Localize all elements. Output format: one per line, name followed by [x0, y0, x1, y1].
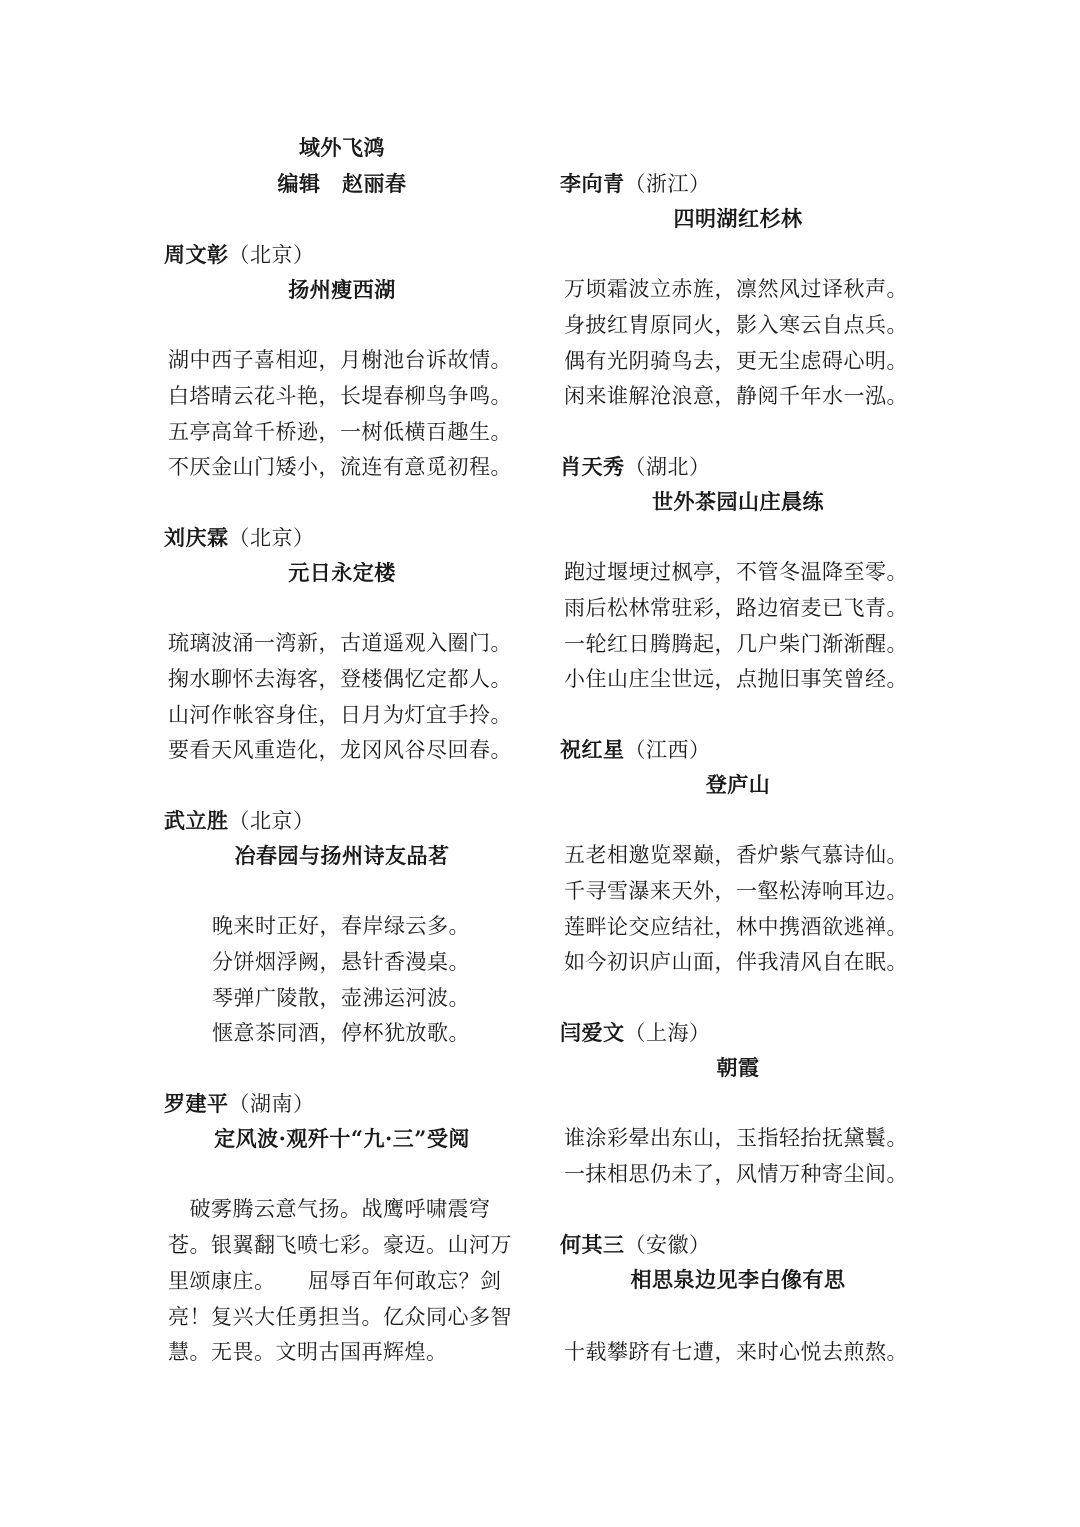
poem-line: 惬意茶同酒，停杯犹放歌。: [212, 1021, 470, 1045]
poem-line: 万顷霜波立赤旌，凛然风过译秋声。: [564, 277, 908, 301]
poem-line: 晚来时正好，春岸绿云多。: [212, 914, 470, 938]
poem-line: 十载攀跻有七遭，来时心悦去煎熬。: [564, 1340, 908, 1364]
poem-author: 李向青: [560, 171, 625, 196]
poem-region: （安徽）: [624, 1233, 711, 1257]
poem-title: 冶春园与扬州诗友品茗: [234, 843, 450, 868]
poem-region: （北京）: [228, 526, 315, 550]
poem-author-line: [560, 1018, 711, 1048]
poem-author-line: [164, 806, 315, 836]
poem-author-line: [560, 1230, 711, 1260]
poem-line: 琉璃波涌一湾新，古道遥观入圈门。: [168, 631, 512, 655]
poem-line: 湖中西子喜相迎，月榭池台诉故情。: [168, 348, 512, 372]
poem-title: 定风波·观歼十“九·三”受阅: [214, 1126, 470, 1151]
poem-line: 琴弹广陵散，壶沸运河波。: [212, 986, 470, 1010]
poem-line: 一抹相思仍未了，风情万种寄尘间。: [564, 1162, 908, 1186]
poem-line: 谁涂彩晕出东山，玉指轻抬抚黛鬟。: [564, 1126, 908, 1150]
poem-line: 要看天风重造化，龙冈风谷尽回春。: [168, 738, 512, 762]
poem-line: 里颂康庄。 屈辱百年何敢忘？剑: [168, 1269, 502, 1293]
editor-line: 编辑 赵丽春: [277, 171, 407, 196]
poem-line: 跑过堰埂过枫亭，不管冬温降至零。: [564, 560, 908, 584]
poem-line: 苍。银翼翻飞喷七彩。豪迈。山河万: [168, 1233, 512, 1257]
poem-line: 如今初识庐山面，伴我清风自在眠。: [564, 950, 908, 974]
poem-line: 分饼烟浮阙，悬针香漫桌。: [212, 950, 470, 974]
poem-line: 白塔晴云花斗艳，长堤春柳鸟争鸣。: [168, 384, 512, 408]
poem-title: 世外茶园山庄晨练: [652, 489, 824, 514]
poem-region: （浙江）: [624, 172, 711, 196]
poem-line: 山河作帐容身住，日月为灯宜手拎。: [168, 703, 512, 727]
section-title: 域外飞鸿: [299, 135, 385, 160]
poem-line: 雨后松林常驻彩，路边宿麦已飞青。: [564, 596, 908, 620]
poem-region: （上海）: [624, 1021, 711, 1045]
poem-author: 罗建平: [164, 1091, 229, 1116]
poem-line: 掬水聊怀去海客，登楼偶忆定都人。: [168, 667, 512, 691]
poem-author-line: [164, 523, 315, 553]
poem-region: （北京）: [228, 243, 315, 267]
poem-line: 五亭高耸千桥逊，一树低横百趣生。: [168, 420, 512, 444]
poem-line: 一轮红日腾腾起，几户柴门渐渐醒。: [564, 632, 908, 656]
poem-line: 偶有光阴骑鸟去，更无尘虑碍心明。: [564, 349, 908, 373]
poem-author: 武立胜: [164, 808, 229, 833]
poem-author-line: [560, 169, 711, 199]
poem-line: 莲畔论交应结社，林中携酒欲逃禅。: [564, 915, 908, 939]
poem-title: 元日永定楼: [288, 560, 396, 585]
poem-region: （湖北）: [624, 455, 711, 479]
poem-title: 朝霞: [716, 1055, 760, 1080]
poem-author: 刘庆霖: [164, 525, 229, 550]
poem-line: 闲来谁解沧浪意，静阅千年水一泓。: [564, 384, 908, 408]
poem-author: 何其三: [560, 1232, 625, 1257]
poem-line: 破雾腾云意气扬。战鹰呼啸震穹: [168, 1197, 491, 1221]
poem-author: 闫爱文: [560, 1020, 625, 1045]
poem-region: （北京）: [228, 809, 315, 833]
poem-author: 祝红星: [560, 737, 625, 762]
poem-line: 小住山庄尘世远，点抛旧事笑曾经。: [564, 667, 908, 691]
poem-title: 登庐山: [705, 772, 771, 797]
poem-title: 相思泉边见李白像有思: [630, 1267, 846, 1292]
poem-region: （湖南）: [228, 1092, 315, 1116]
poem-author-line: [164, 1089, 315, 1119]
poem-title: 四明湖红杉林: [673, 206, 803, 231]
poem-line: 慧。无畏。文明古国再辉煌。: [168, 1340, 448, 1364]
poem-author-line: [560, 735, 711, 765]
poem-line: 身披红胄原同火，影入寒云自点兵。: [564, 313, 908, 337]
poem-title: 扬州瘦西湖: [288, 277, 396, 302]
poem-region: （江西）: [624, 738, 711, 762]
poem-line: 不厌金山门矮小，流连有意觅初程。: [168, 455, 512, 479]
poem-author: 肖天秀: [560, 454, 625, 479]
poem-line: 亮！复兴大任勇担当。亿众同心多智: [168, 1305, 512, 1329]
poem-author-line: [164, 240, 315, 270]
poem-line: 千寻雪瀑来天外，一壑松涛响耳边。: [564, 879, 908, 903]
poem-author: 周文彰: [164, 242, 229, 267]
poem-author-line: [560, 452, 711, 482]
poem-line: 五老相邀览翠巅，香炉紫气慕诗仙。: [564, 843, 908, 867]
